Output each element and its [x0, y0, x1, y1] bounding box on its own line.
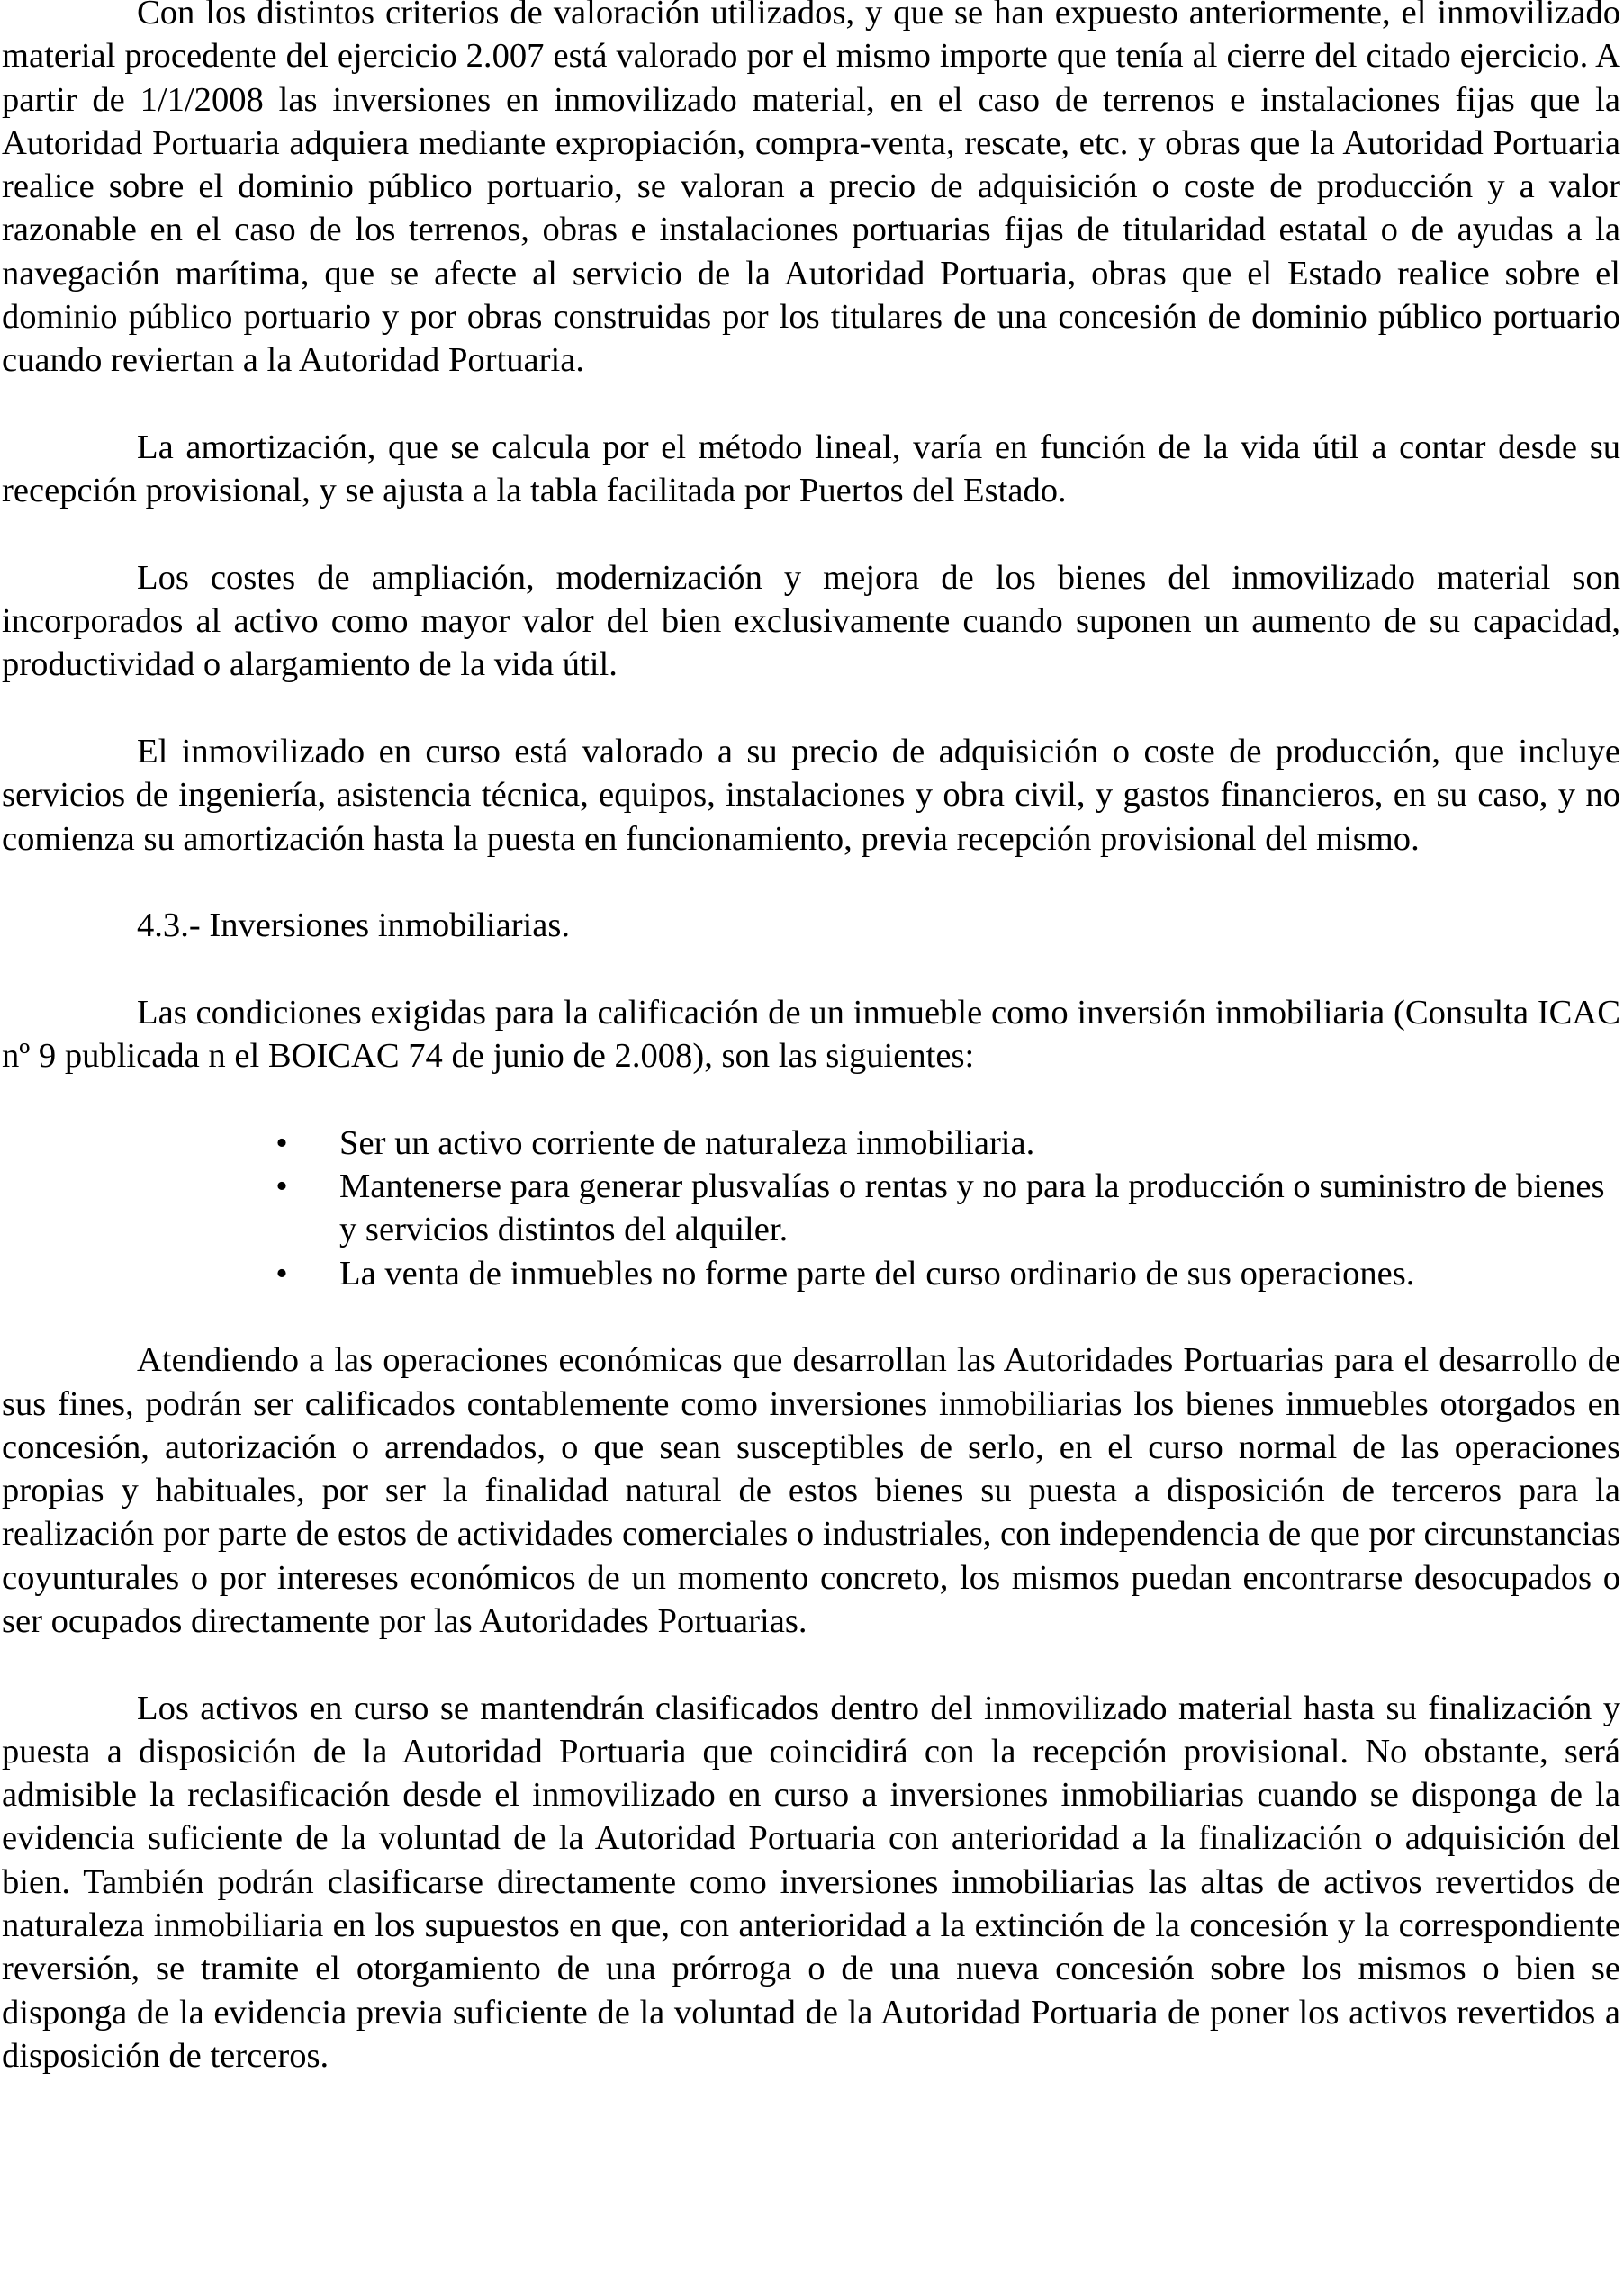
paragraph-condiciones-intro: Las condiciones exigidas para la calificación de un inmueble como inversión inmobiliaria (Consulta ICAC nº 9 publicada n el BOICAC 74 de junio de 2.008), son las siguientes: [2, 993, 1620, 1076]
paragraph-amortizacion: La amortización, que se calcula por el método lineal, varía en función de la vida útil a contar desde su recepción provisional, y se ajusta a la tabla facilitada por Puertos del Estado. [2, 428, 1620, 510]
paragraph-costes-ampliacion: Los costes de ampliación, modernización y mejora de los bienes del inmovilizado material son incorporados al activo como mayor valor del bien exclusivamente cuando suponen un aumento de su capacidad, productividad o alargamiento de la vida útil. [2, 558, 1620, 684]
list-item-text: Mantenerse para generar plusvalías o rentas y no para la producción o suministro de bienes y servicios distintos del alquiler. [339, 1167, 1605, 1249]
paragraph-inmovilizado-en-curso: El inmovilizado en curso está valorado a su precio de adquisición o coste de producción, que incluye servicios de ingeniería, asistencia técnica, equipos, instalaciones y obra civil, y gastos financieros, en su caso, y no comienza su amortización hasta la puesta en funcionamiento, previa recepción provisional del mismo. [2, 733, 1620, 858]
list-item-text: Ser un activo corriente de naturaleza inmobiliaria. [339, 1123, 1035, 1162]
list-item [2, 1165, 1620, 1252]
paragraph-operaciones-economicas: Atendiendo a las operaciones económicas que desarrollan las Autoridades Portuarias para el desarrollo de sus fines, podrán ser calificados contablemente como inversiones inmobiliarias los bienes inmuebles otorgados en concesión, autorización o arrendados, o que sean susceptibles de serlo, en el curso normal de las operaciones propias y habituales, por ser la finalidad natural de estos bienes su puesta a disposición de terceros para la realización por parte de estos de actividades comerciales o industriales, con independencia de que por circunstancias coyunturales o por intereses económicos de un momento concreto, los mismos puedan encontrarse desocupados o ser ocupados directamente por las Autoridades Portuarias. [2, 1341, 1620, 1640]
bullet-icon: • [275, 1167, 288, 1206]
document-page [2, 0, 1620, 2122]
paragraph-inmovilizado-valoracion: Con los distintos criterios de valoración utilizados, y que se han expuesto anteriormente, el inmovilizado material procedente del ejercicio 2.007 está valorado por el mismo importe que tenía al cierre del citado ejercicio. A partir de 1/1/2008 las inversiones en inmovilizado material, en el caso de terrenos e instalaciones fijas que la Autoridad Portuaria adquiera mediante expropiación, compra-venta, rescate, etc. y obras que la Autoridad Portuaria realice sobre el dominio público portuario, se valoran a precio de adquisición o coste de producción y a valor razonable en el caso de los terrenos, obras e instalaciones portuarias fijas de titularidad estatal o de ayudas a la navegación marítima, que se afecte al servicio de la Autoridad Portuaria, obras que el Estado realice sobre el dominio público portuario y por obras construidas por los titulares de una concesión de dominio público portuario cuando reviertan a la Autoridad Portuaria. [2, 0, 1620, 380]
list-item [2, 1122, 1620, 1165]
paragraph-activos-en-curso: Los activos en curso se mantendrán clasificados dentro del inmovilizado material hasta su finalización y puesta a disposición de la Autoridad Portuaria que coincidirá con la recepción provisional. No obstante, será admisible la reclasificación desde el inmovilizado en curso a inversiones inmobiliarias cuando se disponga de la evidencia suficiente de la voluntad de la Autoridad Portuaria con anterioridad a la finalización o adquisición del bien. También podrán clasificarse directamente como inversiones inmobiliarias las altas de activos revertidos de naturaleza inmobiliaria en los supuestos en que, con anterioridad a la extinción de la concesión y la correspondiente reversión, se tramite el otorgamiento de una prórroga o de una nueva concesión sobre los mismos o bien se disponga de la evidencia previa suficiente de la voluntad de la Autoridad Portuaria de poner los activos revertidos a disposición de terceros. [2, 1689, 1620, 2075]
list-item-text: La venta de inmuebles no forme parte del curso ordinario de sus operaciones. [339, 1254, 1415, 1293]
conditions-bullet-list [2, 1122, 1620, 1295]
section-heading: 4.3.- Inversiones inmobiliarias. [137, 906, 571, 945]
bullet-icon: • [275, 1254, 288, 1293]
bullet-icon: • [275, 1123, 288, 1162]
list-item [2, 1252, 1620, 1295]
